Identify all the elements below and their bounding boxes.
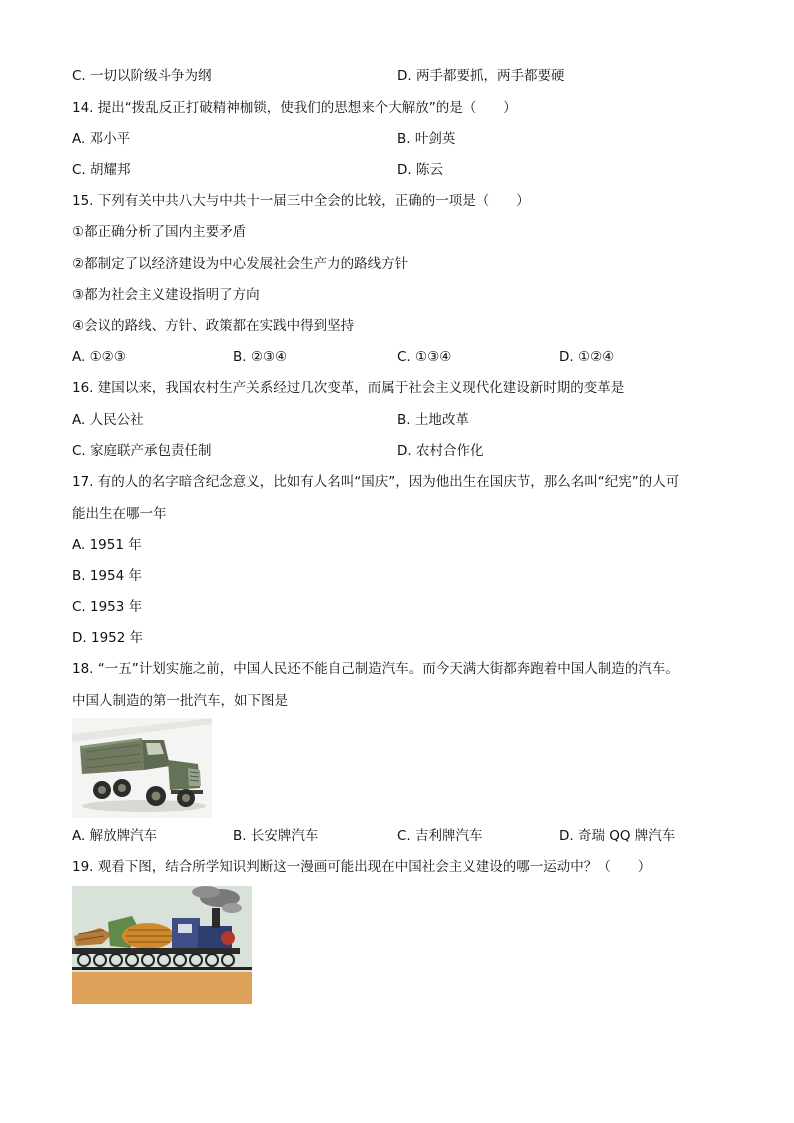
- q17-option-a: A. 1951 年: [72, 537, 142, 553]
- q14-option-d: D. 陈云: [397, 162, 443, 178]
- q14-stem: 14. 提出“拨乱反正打破精神枷锁，使我们的思想来个大解放”的是（ ）: [72, 100, 517, 116]
- q18-option-b: B. 长安牌汽车: [233, 828, 319, 844]
- q18-option-c: C. 吉利牌汽车: [397, 828, 483, 844]
- train-cartoon-image: [72, 886, 252, 1004]
- q17-option-d: D. 1952 年: [72, 630, 144, 646]
- q18-option-a: A. 解放牌汽车: [72, 828, 158, 844]
- q15-option-c: C. ①③④: [397, 349, 452, 365]
- q18-option-d: D. 奇瑞 QQ 牌汽车: [559, 828, 676, 844]
- q17-option-c: C. 1953 年: [72, 599, 143, 615]
- q13-option-c: C. 一切以阶级斗争为纲: [72, 68, 212, 84]
- q16-stem: 16. 建国以来，我国农村生产关系经过几次变革，而属于社会主义现代化建设新时期的变革是: [72, 380, 625, 396]
- q19-stem: 19. 观看下图，结合所学知识判断这一漫画可能出现在中国社会主义建设的哪一运动中？（ ）: [72, 859, 652, 875]
- q17-stem-line1: 17. 有的人的名字暗含纪念意义，比如有人名叫“国庆”，因为他出生在国庆节，那么名叫“纪宪”的人可: [72, 474, 680, 490]
- q14-option-c: C. 胡耀邦: [72, 162, 131, 178]
- q15-item-2: ②都制定了以经济建设为中心发展社会生产力的路线方针: [72, 256, 409, 272]
- q13-option-d: D. 两手都要抓，两手都要硬: [397, 68, 565, 84]
- q15-option-d: D. ①②④: [559, 349, 615, 365]
- q18-stem-line2: 中国人制造的第一批汽车，如下图是: [72, 693, 288, 709]
- q17-stem-line2: 能出生在哪一年: [72, 506, 167, 522]
- q16-option-b: B. 土地改革: [397, 412, 469, 428]
- q15-item-3: ③都为社会主义建设指明了方向: [72, 287, 260, 303]
- q15-option-a: A. ①②③: [72, 349, 126, 365]
- q15-stem: 15. 下列有关中共八大与中共十一届三中全会的比较，正确的一项是（ ）: [72, 193, 530, 209]
- q16-option-d: D. 农村合作化: [397, 443, 484, 459]
- q17-option-b: B. 1954 年: [72, 568, 142, 584]
- q16-option-a: A. 人民公社: [72, 412, 144, 428]
- q15-item-1: ①都正确分析了国内主要矛盾: [72, 224, 247, 240]
- q15-option-b: B. ②③④: [233, 349, 288, 365]
- q16-option-c: C. 家庭联产承包责任制: [72, 443, 212, 459]
- q14-option-b: B. 叶剑英: [397, 131, 456, 147]
- q15-item-4: ④会议的路线、方针、政策都在实践中得到坚持: [72, 318, 355, 334]
- q14-option-a: A. 邓小平: [72, 131, 131, 147]
- q18-stem-line1: 18. “一五”计划实施之前，中国人民还不能自己制造汽车。而今天满大街都奔跑着中国人制造的汽车。: [72, 661, 679, 677]
- first-truck-photo: [72, 718, 212, 818]
